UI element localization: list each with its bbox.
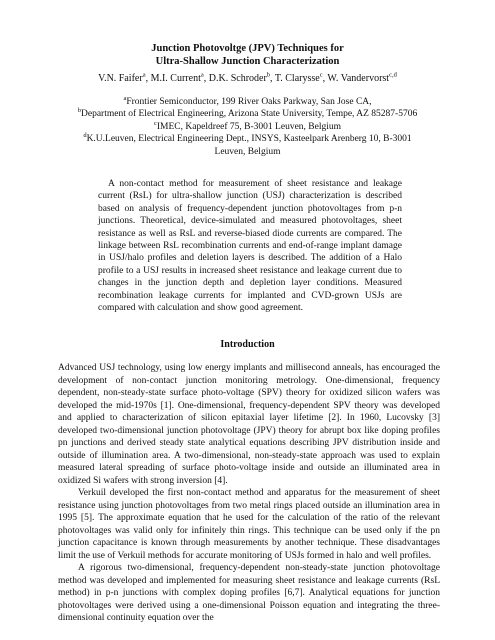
affiliation-line: $^a$Frontier Semiconductor, 199 River Oaks Parkway, San Jose CA, xyxy=(123,94,372,107)
affiliation-line: $^d$K.U.Leuven, Electrical Engineering Dept., INSYS, Kasteelpark Arenberg 10, B-3001 xyxy=(83,132,412,145)
paragraph: Verkuil developed the first non-contact method and apparatus for the measurement of sheet resistance using junction photovoltages from two metal rings placed outside an illumination area in 1995 [5]. The approximate equation that he used for the calculation of the ratio of the relevant photovoltages was valid only for infinitely thin rings. This technique can be used only if the pn junction capacitance is known through measurements by another technique. These disadvantages limit the use of Verkuil methods for accurate monitoring of USJs formed in halo and well profiles. xyxy=(58,488,440,561)
affiliations xyxy=(20,96,475,158)
author-list xyxy=(30,73,465,85)
author: M.I. Current$^a$, xyxy=(150,71,209,84)
affiliation-line: $^b$Department of Electrical Engineering, Arizona State University, Tempe, AZ 85287-5706 xyxy=(77,107,418,120)
abstract: A non-contact method for measurement of sheet resistance and leakage current (RsL) for ultra-shallow junction (USJ) characterization is described based on analysis of frequency-dependent junction photovoltages from p-n junctions. Theoretical, device-simulated and measured photovoltages, sheet resistance as well as RsL and reverse-biased diode currents are compared. The linkage between RsL recombination currents and end-of-range implant damage in USJ/halo profiles and deletion layers is described. The addition of a Halo profile to a USJ results in increased sheet resistance and leakage current due to changes in the junction depth and depletion layer conditions. Measured recombination leakage currents for implanted and CVD-grown USJs are compared with calculation and show good agreement. xyxy=(98,179,402,314)
paper-title xyxy=(60,42,435,68)
author: D.K. Schroder$^b$, xyxy=(208,71,275,84)
author: V.N. Faifer$^a$, xyxy=(98,71,151,84)
affiliation-line: Leuven, Belgium xyxy=(214,146,281,157)
affiliation-line: $^c$IMEC, Kapeldreef 75, B-3001 Leuven, Belgium xyxy=(153,119,342,132)
author: W. Vandervorst$^{c,d}$ xyxy=(327,71,397,84)
title-line-1: Junction Photovoltge (JPV) Techniques for xyxy=(151,43,344,54)
paragraph: A rigorous two-dimensional, frequency-dependent non-steady-state junction photovoltage method was developed and implemented for measuring sheet resistance and leakage currents (RsL method) in p-n junctions with complex doping profiles [6,7]. Analytical equations for junction photovoltages were derived using a one-dimensional Poisson equation and integrating the three-dimensional continuity equation over the xyxy=(58,563,440,623)
paragraph: Advanced USJ technology, using low energy implants and millisecond anneals, has encouraged the development of non-contact junction monitoring metrology. One-dimensional, frequency dependent, non-steady-state surface photo-voltage (SPV) theory for oxidized silicon wafers was developed the mid-1970s [1]. One-dimensional, frequency-dependent SPV theory was developed and applied to characterization of silicon epitaxial layer lifetime [2]. In 1960, Lucovsky [3] developed two-dimensional junction photovoltage (JPV) theory for abrupt box like doping profiles pn junctions and derived steady state analytical equations describing JPV distribution inside and outside of illumination area. A two-dimensional, non-steady-state approach was used to explain measured lateral spreading of surface photo-voltage inside and outside an illuminated area in oxidized Si wafers with strong inversion [4]. xyxy=(58,363,440,486)
section-heading: Introduction xyxy=(220,339,275,350)
title-line-2: Ultra-Shallow Junction Characterization xyxy=(155,56,340,67)
author: T. Clarysse$^c$, xyxy=(274,71,328,84)
body-text xyxy=(58,362,440,625)
